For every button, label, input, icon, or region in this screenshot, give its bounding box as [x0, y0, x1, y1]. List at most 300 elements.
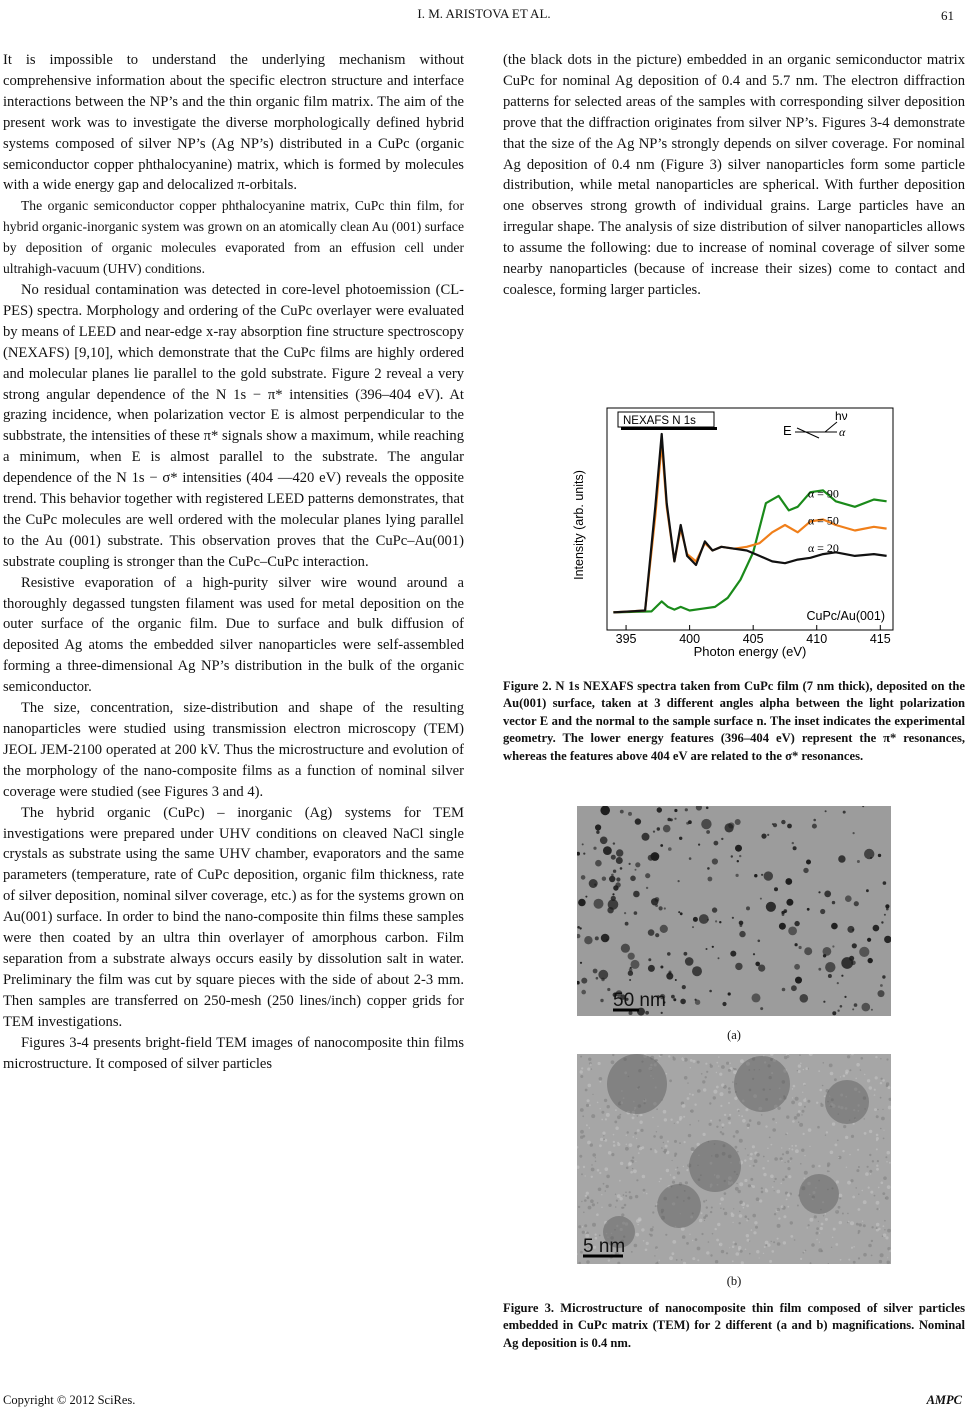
lattice-noise — [716, 1086, 719, 1089]
lattice-noise — [799, 1054, 801, 1056]
lattice-noise — [674, 1155, 676, 1157]
nanoparticle — [752, 993, 761, 1002]
lattice-noise — [720, 1197, 724, 1201]
lattice-noise — [799, 1123, 803, 1127]
lattice-noise — [787, 1193, 791, 1197]
nanoparticle — [706, 830, 710, 834]
lattice-noise — [728, 1069, 731, 1072]
lattice-noise — [627, 1131, 629, 1133]
lattice-noise — [596, 1213, 599, 1216]
lattice-noise — [801, 1149, 804, 1152]
lattice-noise — [703, 1088, 706, 1091]
lattice-noise — [822, 1085, 824, 1087]
lattice-noise — [875, 1076, 878, 1079]
lattice-noise — [791, 1145, 793, 1147]
lattice-noise — [623, 1194, 625, 1196]
lattice-noise — [735, 1130, 739, 1134]
nanoparticle — [686, 822, 689, 825]
lattice-noise — [786, 1199, 788, 1201]
lattice-noise — [825, 1135, 826, 1136]
lattice-noise — [786, 1055, 789, 1058]
lattice-noise — [681, 1259, 683, 1261]
lattice-noise — [830, 1072, 834, 1076]
lattice-noise — [741, 1115, 743, 1117]
lattice-noise — [666, 1169, 669, 1172]
lattice-noise — [706, 1071, 708, 1073]
lattice-noise — [597, 1202, 599, 1204]
lattice-noise — [816, 1239, 818, 1241]
lattice-noise — [656, 1131, 657, 1132]
lattice-noise — [877, 1109, 878, 1110]
lattice-noise — [855, 1078, 857, 1080]
lattice-noise — [728, 1117, 731, 1120]
lattice-noise — [672, 1160, 673, 1161]
lattice-noise — [762, 1167, 765, 1170]
lattice-noise — [591, 1176, 593, 1178]
lattice-noise — [748, 1184, 751, 1187]
lattice-noise — [858, 1232, 860, 1234]
nanoparticle — [629, 968, 633, 972]
lattice-noise — [701, 1073, 703, 1075]
lattice-noise — [633, 1169, 637, 1173]
lattice-noise — [586, 1124, 588, 1126]
lattice-noise — [798, 1121, 800, 1123]
lattice-noise — [650, 1148, 652, 1150]
lattice-noise — [790, 1235, 793, 1238]
lattice-noise — [591, 1068, 593, 1070]
lattice-noise — [883, 1138, 885, 1140]
nanoparticle — [881, 921, 883, 923]
nanoparticle — [680, 999, 686, 1005]
lattice-noise — [578, 1206, 580, 1208]
lattice-noise — [729, 1114, 731, 1116]
vector-e-label: E — [783, 423, 792, 438]
lattice-noise — [747, 1154, 748, 1155]
running-title: I. M. ARISTOVA ET AL. — [417, 6, 551, 21]
lattice-noise — [774, 1190, 775, 1191]
lattice-noise — [832, 1237, 834, 1239]
lattice-noise — [876, 1227, 878, 1229]
lattice-noise — [655, 1246, 658, 1249]
nanoparticle — [699, 914, 709, 924]
lattice-noise — [880, 1058, 881, 1059]
nanoparticle — [595, 824, 601, 830]
nanoparticle — [689, 1140, 741, 1192]
nanoparticle — [825, 962, 835, 972]
nanoparticle — [645, 1011, 649, 1015]
lattice-noise — [720, 1105, 722, 1107]
lattice-noise — [825, 1213, 827, 1215]
lattice-noise — [881, 1182, 884, 1185]
lattice-noise — [876, 1223, 880, 1227]
nanoparticle — [660, 844, 663, 847]
nanoparticle — [682, 985, 686, 989]
lattice-noise — [724, 1114, 726, 1116]
lattice-noise — [617, 1194, 621, 1198]
lattice-noise — [719, 1073, 722, 1076]
lattice-noise — [802, 1110, 805, 1113]
lattice-noise — [672, 1056, 674, 1058]
lattice-noise — [643, 1189, 646, 1192]
nanoparticle — [878, 990, 885, 997]
photon-label: hν — [835, 409, 848, 423]
nanoparticle — [594, 884, 596, 886]
nanoparticle — [679, 837, 682, 840]
lattice-noise — [586, 1260, 590, 1264]
lattice-noise — [590, 1199, 594, 1203]
lattice-noise — [639, 1147, 643, 1151]
nanoparticle — [579, 927, 581, 929]
sample-label: CuPc/Au(001) — [806, 609, 885, 623]
lattice-noise — [876, 1168, 879, 1171]
lattice-noise — [858, 1166, 860, 1168]
lattice-noise — [677, 1167, 679, 1169]
tem-micrograph-a — [577, 806, 891, 1016]
nanoparticle — [766, 902, 776, 912]
lattice-noise — [887, 1151, 891, 1155]
lattice-noise — [689, 1124, 691, 1126]
lattice-noise — [876, 1115, 879, 1118]
nanoparticle — [612, 893, 614, 895]
lattice-noise — [862, 1190, 864, 1192]
nanoparticle — [853, 832, 855, 834]
lattice-noise — [746, 1219, 748, 1221]
lattice-noise — [767, 1148, 769, 1150]
lattice-noise — [753, 1231, 756, 1234]
paragraph: It is impossible to understand the underlying mechanism without comprehensive information about the specific electron structure and interface interactions between the NP’s and the thin organic film matrix. The aim of the present work was to investigate the diverse morphologically defined hybrid systems composed of silver NP’s (Ag NP’s) distributed in a CuPc (organic semiconductor copper phthalocyanine) matrix, which is formed by molecules with a wide energy gap and delocalized π-orbitals. — [3, 52, 464, 194]
lattice-noise — [825, 1218, 828, 1221]
nanoparticle — [680, 912, 683, 915]
paragraph: Figures 3-4 presents bright-field TEM images of nanocomposite thin films microstructure. It composed of silver particles — [3, 1034, 464, 1072]
lattice-noise — [585, 1089, 588, 1092]
lattice-noise — [683, 1116, 685, 1118]
right-column — [503, 50, 965, 301]
lattice-noise — [732, 1260, 734, 1262]
lattice-noise — [821, 1250, 823, 1252]
nanoparticle — [719, 921, 721, 923]
lattice-noise — [761, 1187, 763, 1189]
x-tick-label: 405 — [742, 632, 764, 646]
lattice-noise — [608, 1151, 612, 1155]
lattice-noise — [785, 1133, 787, 1135]
lattice-noise — [885, 1196, 889, 1200]
nanoparticle — [620, 867, 623, 870]
lattice-noise — [580, 1056, 582, 1058]
lattice-noise — [736, 1183, 737, 1184]
lattice-noise — [659, 1260, 660, 1261]
lattice-noise — [739, 1222, 741, 1224]
lattice-noise — [601, 1207, 603, 1209]
lattice-noise — [605, 1190, 607, 1192]
lattice-noise — [798, 1102, 802, 1106]
lattice-noise — [782, 1178, 785, 1181]
lattice-noise — [686, 1242, 689, 1245]
lattice-noise — [587, 1099, 590, 1102]
lattice-noise — [880, 1082, 882, 1084]
lattice-noise — [792, 1088, 794, 1090]
nanoparticle — [735, 963, 742, 970]
lattice-noise — [804, 1155, 805, 1156]
nanoparticle — [603, 846, 612, 855]
lattice-noise — [801, 1114, 802, 1115]
lattice-noise — [850, 1221, 854, 1225]
lattice-noise — [743, 1207, 745, 1209]
lattice-noise — [820, 1103, 822, 1105]
nanoparticle — [804, 947, 812, 955]
lattice-noise — [798, 1110, 801, 1113]
nanoparticle — [624, 912, 626, 914]
nanoparticle — [685, 808, 688, 811]
nanoparticle — [773, 823, 777, 827]
lattice-noise — [838, 1157, 839, 1158]
nanoparticle — [793, 846, 797, 850]
lattice-noise — [771, 1241, 772, 1242]
lattice-noise — [804, 1171, 808, 1175]
lattice-noise — [586, 1192, 589, 1195]
lattice-noise — [745, 1215, 748, 1218]
nanoparticle — [825, 1080, 869, 1124]
lattice-noise — [814, 1215, 817, 1218]
nanoparticle — [666, 973, 673, 980]
lattice-noise — [581, 1067, 583, 1069]
lattice-noise — [633, 1136, 635, 1138]
lattice-noise — [717, 1223, 720, 1226]
series-label: α = 50 — [807, 513, 839, 528]
polarization-arrow — [797, 428, 819, 438]
lattice-noise — [579, 1155, 582, 1158]
nanoparticle — [818, 891, 820, 893]
lattice-noise — [626, 1135, 628, 1137]
lattice-noise — [715, 1260, 718, 1263]
figure-2-chart — [565, 400, 905, 670]
lattice-noise — [803, 1069, 804, 1070]
nanoparticle — [625, 922, 629, 926]
lattice-noise — [787, 1160, 790, 1163]
nanoparticle — [660, 966, 663, 969]
lattice-noise — [672, 1240, 676, 1244]
lattice-noise — [798, 1070, 801, 1073]
lattice-noise — [851, 1247, 853, 1249]
nanoparticle — [854, 901, 859, 906]
lattice-noise — [880, 1253, 884, 1257]
lattice-noise — [640, 1129, 643, 1132]
lattice-noise — [772, 1250, 775, 1253]
lattice-noise — [728, 1087, 731, 1090]
lattice-noise — [585, 1195, 587, 1197]
subfigure-label-b: (b) — [726, 1274, 742, 1288]
lattice-noise — [889, 1162, 891, 1164]
x-tick-label: 410 — [806, 632, 828, 646]
nanoparticle — [788, 927, 797, 936]
nanoparticle — [859, 947, 869, 957]
lattice-noise — [637, 1224, 638, 1225]
lattice-noise — [636, 1179, 638, 1181]
lattice-noise — [652, 1117, 654, 1119]
nanoparticle — [760, 898, 762, 900]
lattice-noise — [786, 1151, 790, 1155]
nanoparticle — [845, 895, 852, 902]
nanoparticle — [601, 934, 610, 943]
lattice-noise — [691, 1147, 695, 1151]
lattice-noise — [792, 1120, 795, 1123]
lattice-noise — [599, 1172, 601, 1174]
lattice-noise — [595, 1161, 597, 1163]
lattice-noise — [749, 1119, 752, 1122]
nanoparticle — [725, 823, 734, 832]
lattice-noise — [603, 1183, 605, 1185]
lattice-noise — [818, 1221, 819, 1222]
lattice-noise — [874, 1195, 876, 1197]
lattice-noise — [682, 1235, 686, 1239]
lattice-noise — [580, 1075, 583, 1078]
lattice-noise — [871, 1240, 873, 1242]
lattice-noise — [765, 1241, 769, 1245]
nanoparticle — [736, 874, 739, 877]
lattice-noise — [728, 1122, 731, 1125]
lattice-noise — [619, 1180, 621, 1182]
nanoparticle — [832, 901, 835, 904]
lattice-noise — [613, 1141, 615, 1143]
lattice-noise — [614, 1121, 617, 1124]
nanoparticle — [692, 926, 694, 928]
lattice-noise — [632, 1117, 635, 1120]
lattice-noise — [650, 1234, 653, 1237]
lattice-noise — [786, 1115, 789, 1118]
beam-arrow — [825, 422, 837, 432]
lattice-noise — [887, 1261, 891, 1265]
lattice-noise — [587, 1068, 590, 1071]
lattice-noise — [877, 1160, 879, 1162]
lattice-noise — [840, 1259, 842, 1261]
nanoparticle — [660, 925, 668, 933]
nanoparticle — [884, 914, 886, 916]
lattice-noise — [871, 1255, 873, 1257]
nanoparticle — [583, 853, 585, 855]
lattice-noise — [764, 1246, 766, 1248]
lattice-noise — [674, 1123, 675, 1124]
lattice-noise — [656, 1059, 658, 1061]
lattice-noise — [605, 1118, 607, 1120]
lattice-noise — [876, 1208, 878, 1210]
nanoparticle — [843, 811, 846, 814]
lattice-noise — [774, 1178, 776, 1180]
nanoparticle — [692, 966, 702, 976]
nanoparticle — [799, 1174, 839, 1214]
lattice-noise — [874, 1094, 876, 1096]
lattice-noise — [809, 1218, 813, 1222]
lattice-noise — [715, 1228, 717, 1230]
lattice-noise — [767, 1160, 769, 1162]
lattice-noise — [782, 1153, 784, 1155]
lattice-noise — [792, 1097, 793, 1098]
lattice-noise — [684, 1076, 688, 1080]
nanoparticle — [646, 887, 648, 889]
lattice-noise — [853, 1261, 856, 1264]
nanoparticle — [758, 965, 765, 972]
lattice-noise — [794, 1116, 798, 1120]
nanoparticle — [613, 870, 616, 873]
lattice-noise — [816, 1232, 819, 1235]
lattice-noise — [695, 1238, 698, 1241]
lattice-noise — [742, 1119, 746, 1123]
lattice-noise — [829, 1171, 830, 1172]
subfigure-label-a: (a) — [727, 1028, 741, 1042]
lattice-noise — [669, 1256, 673, 1260]
lattice-noise — [739, 1214, 743, 1218]
lattice-noise — [816, 1102, 818, 1104]
lattice-noise — [765, 1125, 767, 1127]
lattice-noise — [763, 1253, 764, 1254]
nanoparticle — [785, 878, 792, 885]
lattice-noise — [861, 1057, 864, 1060]
lattice-noise — [657, 1126, 658, 1127]
lattice-noise — [887, 1257, 888, 1258]
lattice-noise — [666, 1073, 668, 1075]
lattice-noise — [858, 1208, 861, 1211]
copyright: Copyright © 2012 SciRes. — [3, 1393, 136, 1407]
lattice-noise — [875, 1056, 877, 1058]
nanoparticle — [873, 925, 880, 932]
lattice-noise — [726, 1062, 729, 1065]
lattice-noise — [626, 1167, 629, 1170]
nanoparticle — [837, 982, 839, 984]
lattice-noise — [808, 1224, 810, 1226]
lattice-noise — [728, 1091, 731, 1094]
lattice-noise — [747, 1127, 749, 1129]
nanoparticle — [739, 931, 745, 937]
left-column — [3, 50, 464, 1074]
lattice-noise — [863, 1200, 867, 1204]
nanoparticle — [709, 990, 712, 993]
lattice-noise — [858, 1194, 859, 1195]
lattice-noise — [781, 1205, 784, 1208]
lattice-noise — [750, 1178, 753, 1181]
lattice-noise — [761, 1114, 763, 1116]
nanoparticle — [616, 877, 620, 881]
lattice-noise — [804, 1178, 805, 1179]
lattice-noise — [823, 1062, 825, 1064]
lattice-noise — [886, 1085, 889, 1088]
lattice-noise — [744, 1179, 747, 1182]
lattice-noise — [706, 1200, 708, 1202]
lattice-noise — [625, 1147, 629, 1151]
lattice-noise — [587, 1196, 590, 1199]
lattice-noise — [745, 1148, 746, 1149]
lattice-noise — [752, 1145, 755, 1148]
lattice-noise — [709, 1102, 711, 1104]
lattice-noise — [883, 1225, 885, 1227]
lattice-noise — [716, 1126, 718, 1128]
lattice-noise — [694, 1104, 696, 1106]
lattice-noise — [800, 1258, 802, 1260]
nanoparticle — [673, 998, 676, 1001]
lattice-noise — [746, 1204, 749, 1207]
lattice-noise — [747, 1239, 750, 1242]
lattice-noise — [601, 1194, 602, 1195]
lattice-noise — [603, 1135, 604, 1136]
lattice-noise — [639, 1114, 642, 1117]
lattice-noise — [720, 1092, 724, 1096]
lattice-noise — [584, 1199, 587, 1202]
lattice-noise — [772, 1128, 776, 1132]
lattice-noise — [701, 1212, 703, 1214]
lattice-noise — [803, 1133, 805, 1135]
lattice-noise — [835, 1210, 839, 1214]
lattice-noise — [706, 1251, 709, 1254]
lattice-noise — [836, 1180, 839, 1183]
nanoparticle — [611, 896, 616, 901]
lattice-noise — [797, 1113, 801, 1117]
